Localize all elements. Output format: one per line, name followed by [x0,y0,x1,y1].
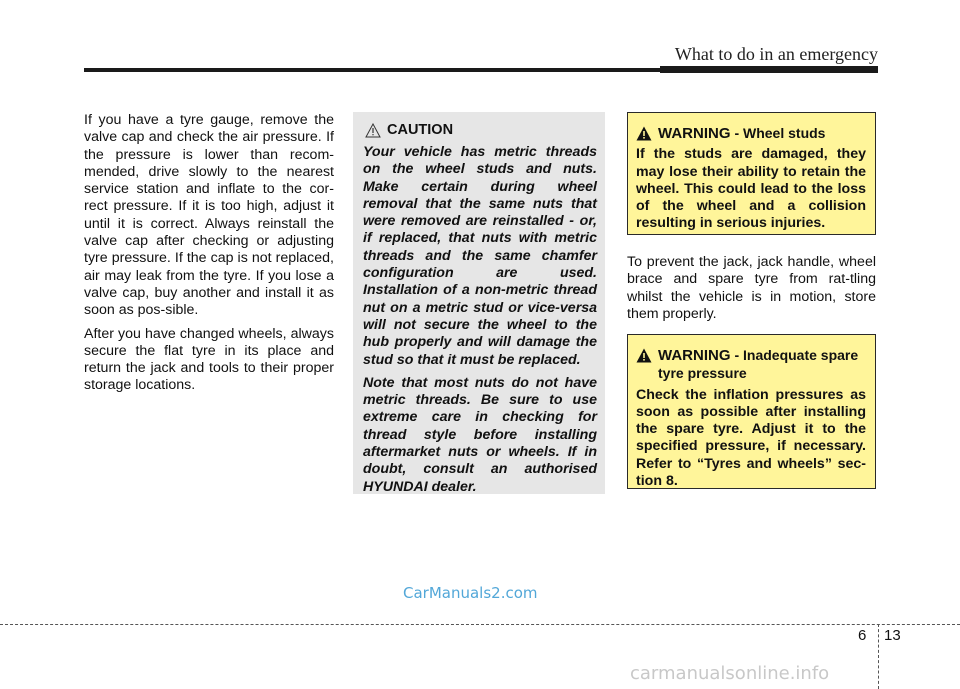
watermark-footer[interactable]: carmanualsonline.info [630,663,830,684]
header-rule-accent [660,66,878,73]
warning-heading [636,347,866,384]
caution-paragraph: Your vehicle has metric threads on the wheel studs and nuts. Make certain during wheel removal that the same nuts that were removed are reinstalled - or, if replaced, that nuts with metric threads and the same chamfer configuration are used. Installation of a non-metric thread nut on a metric stud or vice-versa will not secure the wheel to the hub properly and will damage the stud so that it must be replaced. [363,144,597,368]
caution-body [363,144,597,502]
warning-triangle-icon [636,348,652,363]
warning-label: WARNING [658,125,731,142]
warning-text: If the studs are damaged, they may lose their ability to retain the wheel. This could lead to the loss of the wheel and a collision resulting in serious injuries. [636,146,866,232]
body-paragraph: After you have changed wheels, always secure the flat tyre in its place and return the jack and tools to their proper storage locations. [84,325,334,394]
body-paragraph: If you have a tyre gauge, remove the valve cap and check the air pressure. If the pressure is lower than recom-mended, drive slowly to the nearest service station and inflate to the cor-rect pressure. If it is too high, adjust it until it is correct. Always reinstall the valve cap after checking or adjusting tyre pressure. If the cap is not replaced, air may leak from the tyre. If you lose a valve cap, buy another and install it as soon as pos-sible. [84,112,334,319]
warning-text: Check the inflation pressures as soon as possible after installing the spare tyre. Adjust it to the specified pressure, if necessary. Refer to “Tyres and wheels” sec-tion 8. [636,386,866,490]
footer-divider [878,624,879,689]
warning-subtitle: - Inadequate spare tyre pressure [658,347,859,382]
caution-heading [365,122,453,138]
page-number: 13 [884,627,901,644]
warning-triangle-icon [636,126,652,141]
warning-subtitle: - Wheel studs [734,125,826,141]
warning-box-spare-tyre [627,334,876,489]
caution-triangle-icon [365,123,381,138]
warning-heading [636,125,866,143]
right-column-text: To prevent the jack, jack handle, wheel brace and spare tyre from rat-tling whilst the vehicle is in motion, store them properly. [627,254,876,322]
caution-label: CAUTION [387,122,454,138]
watermark-link[interactable]: CarManuals2.com [403,584,538,602]
page-header-title: What to do in an emergency [674,44,878,64]
warning-box-wheel-studs [627,112,876,235]
section-number: 6 [858,627,867,644]
caution-box [353,112,605,494]
caution-paragraph: Note that most nuts do not have metric threads. Be sure to use extreme care in checking for thread style before installing aftermarket nuts or wheels. If in doubt, consult an authorised HYUNDAI dealer. [363,374,597,495]
footer-rule [0,624,960,625]
warning-label: WARNING [658,347,731,364]
left-column [84,112,334,401]
